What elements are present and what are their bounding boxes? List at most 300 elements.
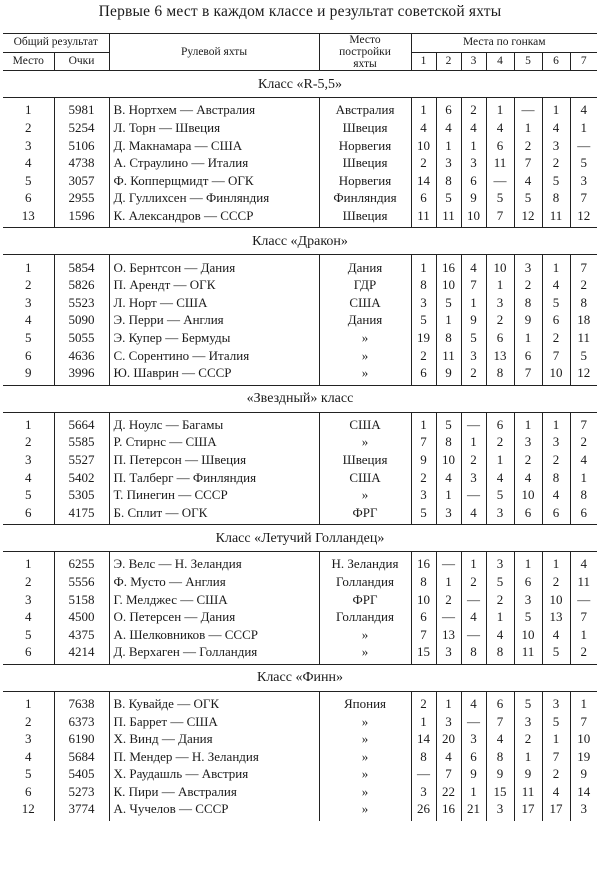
built-place-cell: » (319, 712, 411, 730)
table-row (3, 412, 597, 433)
place-cell: 2 (3, 276, 54, 294)
race-5-cell: 7 (514, 154, 542, 172)
place-cell: 1 (3, 98, 54, 119)
race-4-cell: 3 (486, 800, 514, 821)
helmsman-cell: А. Шелковников — СССР (109, 625, 319, 643)
race-1-header: 1 (411, 52, 436, 71)
race-6-cell: 7 (542, 346, 570, 364)
race-5-cell: 9 (514, 311, 542, 329)
built-place-cell: » (319, 625, 411, 643)
points-cell: 5090 (54, 311, 109, 329)
table-row (3, 346, 597, 364)
points-header: Очки (54, 52, 109, 71)
place-cell: 6 (3, 503, 54, 524)
points-cell: 5527 (54, 451, 109, 469)
race-6-cell: 2 (542, 573, 570, 591)
class-title: Класс «R-5,5» (3, 71, 597, 98)
built-place-cell: США (319, 468, 411, 486)
built-place-cell: Швеция (319, 451, 411, 469)
race-5-cell: 17 (514, 800, 542, 821)
built-place-cell: » (319, 730, 411, 748)
race-4-cell: 1 (486, 608, 514, 626)
built-place-cell: Дания (319, 311, 411, 329)
table-row (3, 311, 597, 329)
race-7-cell: 19 (577, 748, 591, 764)
race-6-cell: 4 (542, 119, 570, 137)
table-row (3, 451, 597, 469)
points-cell: 1596 (54, 207, 109, 228)
race-6-cell: 3 (542, 433, 570, 451)
helmsman-cell: Л. Торн — Швеция (109, 119, 319, 137)
race-2-cell: 10 (436, 451, 461, 469)
race-6-cell: 8 (542, 468, 570, 486)
race-7-cell: 7 (580, 190, 587, 206)
race-1-cell: 5 (411, 311, 436, 329)
race-6-cell: 5 (542, 294, 570, 312)
place-cell: 1 (3, 412, 54, 433)
race-6-header: 6 (542, 52, 570, 71)
race-2-header: 2 (436, 52, 461, 71)
race-4-cell: 6 (486, 412, 514, 433)
race-2-cell: 8 (436, 433, 461, 451)
race-2-cell: 9 (436, 364, 461, 385)
race-5-cell: 1 (514, 412, 542, 433)
built-place-cell: » (319, 765, 411, 783)
place-cell: 3 (3, 451, 54, 469)
helmsman-cell: В. Нортхем — Австралия (109, 98, 319, 119)
race-5-cell: 5 (514, 608, 542, 626)
race-3-cell: 4 (461, 608, 486, 626)
race-6-cell: 1 (542, 255, 570, 276)
race-4-cell: 2 (486, 433, 514, 451)
race-2-cell: 4 (436, 468, 461, 486)
helmsman-cell: П. Баррет — США (109, 712, 319, 730)
race-7-cell: 1 (580, 469, 587, 485)
place-cell: 2 (3, 119, 54, 137)
helmsman-cell: Г. Мелджес — США (109, 590, 319, 608)
built-place-cell: » (319, 783, 411, 801)
race-4-cell: 6 (486, 136, 514, 154)
table-row (3, 189, 597, 207)
race-1-cell: 1 (411, 412, 436, 433)
race-7-cell: 1 (580, 695, 587, 711)
class-title: Класс «Летучий Голландец» (3, 525, 597, 552)
race-6-cell: 2 (542, 451, 570, 469)
points-cell: 2955 (54, 189, 109, 207)
race-4-cell: 4 (486, 625, 514, 643)
race-7-cell: 9 (580, 766, 587, 782)
points-cell: 3774 (54, 800, 109, 821)
race-6-cell: 10 (542, 590, 570, 608)
race-3-cell: 4 (461, 691, 486, 712)
built-place-cell: Н. Зеландия (319, 552, 411, 573)
race-5-cell: 12 (514, 207, 542, 228)
race-3-cell: — (461, 412, 486, 433)
race-3-cell: 21 (461, 800, 486, 821)
race-5-cell: 1 (514, 119, 542, 137)
race-1-cell: 1 (411, 255, 436, 276)
race-3-cell: 7 (461, 276, 486, 294)
helmsman-cell: Д. Верхаген — Голландия (109, 643, 319, 664)
table-row (3, 255, 597, 276)
race-2-cell: 13 (436, 625, 461, 643)
race-1-cell: 2 (411, 346, 436, 364)
place-cell: 5 (3, 172, 54, 190)
race-5-cell: 1 (514, 552, 542, 573)
table-row (3, 643, 597, 664)
points-cell: 3057 (54, 172, 109, 190)
race-4-cell: 15 (486, 783, 514, 801)
place-cell: 4 (3, 747, 54, 765)
race-5-cell: 3 (514, 255, 542, 276)
race-5-cell: 4 (514, 172, 542, 190)
table-row (3, 765, 597, 783)
built-place-cell: » (319, 800, 411, 821)
built-place-cell: Австралия (319, 98, 411, 119)
race-3-cell: — (461, 712, 486, 730)
table-row (3, 590, 597, 608)
race-7-cell: 4 (580, 451, 587, 467)
race-7-cell: 3 (580, 801, 587, 817)
place-cell: 3 (3, 730, 54, 748)
race-3-header: 3 (461, 52, 486, 71)
race-2-cell: 10 (436, 276, 461, 294)
overall-result-header: Общий результат (3, 34, 109, 53)
race-1-cell: 6 (411, 608, 436, 626)
helmsman-cell: А. Страулино — Италия (109, 154, 319, 172)
table-row (3, 364, 597, 385)
place-cell: 4 (3, 154, 54, 172)
race-1-cell: 15 (411, 643, 436, 664)
race-7-cell: 7 (580, 609, 587, 625)
built-place-cell: » (319, 643, 411, 664)
race-4-cell: 5 (486, 189, 514, 207)
place-cell: 4 (3, 608, 54, 626)
race-6-cell: 4 (542, 783, 570, 801)
race-5-cell: 7 (514, 364, 542, 385)
points-cell: 5158 (54, 590, 109, 608)
place-cell: 3 (3, 590, 54, 608)
helmsman-cell: Т. Пинегин — СССР (109, 486, 319, 504)
race-5-cell: 9 (514, 765, 542, 783)
race-7-cell: 5 (580, 347, 587, 363)
class-section-header (3, 525, 597, 552)
race-6-cell: 17 (542, 800, 570, 821)
race-7-cell: 7 (580, 259, 587, 275)
race-2-cell: 5 (436, 412, 461, 433)
race-2-cell: — (436, 552, 461, 573)
race-6-cell: 10 (542, 364, 570, 385)
race-2-cell: 11 (436, 346, 461, 364)
race-4-cell: 1 (486, 451, 514, 469)
place-header: Место (3, 52, 54, 71)
points-cell: 7638 (54, 691, 109, 712)
points-cell: 3996 (54, 364, 109, 385)
race-7-cell: 10 (577, 731, 591, 747)
race-5-header: 5 (514, 52, 542, 71)
race-5-cell: 6 (514, 346, 542, 364)
helmsman-cell: Ю. Шаврин — СССР (109, 364, 319, 385)
race-2-cell: 1 (436, 486, 461, 504)
helmsman-cell: Х. Раудашль — Австрия (109, 765, 319, 783)
race-1-cell: 2 (411, 691, 436, 712)
helmsman-cell: А. Чучелов — СССР (109, 800, 319, 821)
race-6-cell: 2 (542, 154, 570, 172)
place-cell: 1 (3, 552, 54, 573)
place-cell: 5 (3, 625, 54, 643)
race-5-cell: 6 (514, 503, 542, 524)
race-1-cell: 3 (411, 486, 436, 504)
built-place-cell: США (319, 294, 411, 312)
built-place-cell: Дания (319, 255, 411, 276)
points-cell: 4500 (54, 608, 109, 626)
race-3-cell: 6 (461, 747, 486, 765)
race-1-cell: 8 (411, 276, 436, 294)
race-1-cell: 7 (411, 625, 436, 643)
race-1-cell: 2 (411, 154, 436, 172)
points-cell: 4636 (54, 346, 109, 364)
race-4-cell: 6 (486, 329, 514, 347)
built-place-cell: Финляндия (319, 189, 411, 207)
built-place-cell: ФРГ (319, 503, 411, 524)
race-3-cell: 9 (461, 765, 486, 783)
table-row (3, 573, 597, 591)
race-4-cell: 1 (486, 276, 514, 294)
race-1-cell: 5 (411, 503, 436, 524)
race-2-cell: 3 (436, 712, 461, 730)
race-3-cell: 2 (461, 98, 486, 119)
race-4-cell: 6 (486, 691, 514, 712)
built-place-header (319, 34, 411, 71)
race-6-cell: 2 (542, 765, 570, 783)
race-7-cell: — (577, 591, 591, 607)
place-cell: 9 (3, 364, 54, 385)
race-5-cell: 2 (514, 730, 542, 748)
race-3-cell: 4 (461, 119, 486, 137)
race-7-cell: 4 (580, 102, 587, 118)
points-cell: 5523 (54, 294, 109, 312)
table-row (3, 468, 597, 486)
race-7-cell: 5 (580, 155, 587, 171)
built-place-cell: » (319, 747, 411, 765)
race-3-cell: 4 (461, 503, 486, 524)
results-table (3, 33, 597, 821)
helmsman-cell: О. Бернтсон — Дания (109, 255, 319, 276)
race-2-cell: 3 (436, 503, 461, 524)
race-3-cell: — (461, 590, 486, 608)
race-2-cell: 1 (436, 311, 461, 329)
points-cell: 4738 (54, 154, 109, 172)
race-1-cell: 1 (411, 98, 436, 119)
race-6-cell: 8 (542, 189, 570, 207)
place-cell: 5 (3, 765, 54, 783)
race-6-cell: 3 (542, 691, 570, 712)
race-3-cell: 3 (461, 468, 486, 486)
helmsman-cell: Д. Гуллихсен — Финляндия (109, 189, 319, 207)
race-3-cell: 9 (461, 189, 486, 207)
points-cell: 5106 (54, 136, 109, 154)
table-row (3, 608, 597, 626)
race-5-cell: 2 (514, 451, 542, 469)
race-3-cell: 2 (461, 573, 486, 591)
race-2-cell: 22 (436, 783, 461, 801)
race-1-cell: 3 (411, 294, 436, 312)
place-cell: 1 (3, 691, 54, 712)
race-3-cell: 3 (461, 154, 486, 172)
race-2-cell: 8 (436, 329, 461, 347)
race-2-cell: 1 (436, 136, 461, 154)
race-3-cell: 1 (461, 294, 486, 312)
race-2-cell: 5 (436, 294, 461, 312)
race-7-cell: 7 (580, 416, 587, 432)
helmsman-cell: К. Александров — СССР (109, 207, 319, 228)
race-3-cell: 1 (461, 433, 486, 451)
race-4-cell: 2 (486, 311, 514, 329)
points-cell: 5556 (54, 573, 109, 591)
race-7-cell: 8 (580, 487, 587, 503)
race-4-cell: 3 (486, 294, 514, 312)
place-cell: 12 (3, 800, 54, 821)
race-6-cell: 6 (542, 503, 570, 524)
table-row (3, 691, 597, 712)
race-4-cell: 1 (486, 98, 514, 119)
race-5-cell: 6 (514, 573, 542, 591)
class-title: «Звездный» класс (3, 385, 597, 412)
table-row (3, 207, 597, 228)
race-4-cell: 7 (486, 712, 514, 730)
points-cell: 4375 (54, 625, 109, 643)
race-7-cell: 7 (580, 713, 587, 729)
table-row (3, 294, 597, 312)
built-place-cell: » (319, 329, 411, 347)
race-1-cell: 6 (411, 189, 436, 207)
points-cell: 5664 (54, 412, 109, 433)
place-cell: 6 (3, 783, 54, 801)
race-3-cell: 3 (461, 346, 486, 364)
race-5-cell: 3 (514, 712, 542, 730)
race-1-cell: 3 (411, 783, 436, 801)
results-body (3, 71, 597, 821)
table-row (3, 154, 597, 172)
place-cell: 6 (3, 346, 54, 364)
race-6-cell: 5 (542, 172, 570, 190)
table-row (3, 486, 597, 504)
race-6-cell: 1 (542, 412, 570, 433)
points-cell: 4175 (54, 503, 109, 524)
race-7-cell: 2 (580, 644, 587, 660)
race-7-cell: 2 (580, 434, 587, 450)
class-section-header (3, 228, 597, 255)
race-4-cell: 4 (486, 730, 514, 748)
points-cell: 5826 (54, 276, 109, 294)
race-4-cell: 5 (486, 486, 514, 504)
race-1-cell: 7 (411, 433, 436, 451)
points-cell: 6373 (54, 712, 109, 730)
table-row (3, 625, 597, 643)
helmsman-cell: Д. Макнамара — США (109, 136, 319, 154)
race-7-cell: — (577, 137, 591, 153)
race-5-cell: 11 (514, 783, 542, 801)
race-6-cell: 1 (542, 552, 570, 573)
built-place-cell: США (319, 412, 411, 433)
race-1-cell: 10 (411, 590, 436, 608)
race-5-cell: 10 (514, 625, 542, 643)
place-cell: 2 (3, 712, 54, 730)
helmsman-cell: К. Пири — Австралия (109, 783, 319, 801)
race-3-cell: 1 (461, 552, 486, 573)
race-2-cell: 1 (436, 573, 461, 591)
race-7-cell: 6 (580, 504, 587, 520)
race-5-cell: 5 (514, 691, 542, 712)
race-3-cell: 8 (461, 643, 486, 664)
built-place-cell: ГДР (319, 276, 411, 294)
race-1-cell: — (411, 765, 436, 783)
points-cell: 5684 (54, 747, 109, 765)
built-place-cell: Швеция (319, 154, 411, 172)
race-1-cell: 14 (411, 172, 436, 190)
built-place-cell: ФРГ (319, 590, 411, 608)
race-2-cell: 1 (436, 691, 461, 712)
race-6-cell: 1 (542, 98, 570, 119)
race-7-cell: 1 (580, 120, 587, 136)
race-6-cell: 7 (542, 747, 570, 765)
race-1-cell: 2 (411, 468, 436, 486)
class-section-header (3, 71, 597, 98)
place-cell: 6 (3, 189, 54, 207)
race-3-cell: 3 (461, 730, 486, 748)
built-place-cell: » (319, 486, 411, 504)
race-6-cell: 4 (542, 625, 570, 643)
points-cell: 5273 (54, 783, 109, 801)
race-4-cell: 5 (486, 573, 514, 591)
table-row (3, 276, 597, 294)
race-5-cell: 8 (514, 294, 542, 312)
points-cell: 5854 (54, 255, 109, 276)
race-5-cell: 11 (514, 643, 542, 664)
race-2-cell: 20 (436, 730, 461, 748)
race-5-cell: 4 (514, 468, 542, 486)
helmsman-cell: Э. Перри — Англия (109, 311, 319, 329)
points-cell: 4214 (54, 643, 109, 664)
race-7-cell: 11 (577, 573, 591, 589)
table-row (3, 433, 597, 451)
race-4-cell: 3 (486, 552, 514, 573)
race-3-cell: 1 (461, 783, 486, 801)
helmsman-cell: Р. Стирнс — США (109, 433, 319, 451)
built-place-cell: Норвегия (319, 136, 411, 154)
class-section-header (3, 664, 597, 691)
race-4-cell: 10 (486, 255, 514, 276)
place-cell: 4 (3, 468, 54, 486)
race-3-cell: 6 (461, 172, 486, 190)
points-cell: 5402 (54, 468, 109, 486)
race-2-cell: 6 (436, 98, 461, 119)
race-1-cell: 8 (411, 573, 436, 591)
race-7-cell: 12 (577, 208, 591, 224)
race-1-cell: 26 (411, 800, 436, 821)
points-cell: 5981 (54, 98, 109, 119)
race-7-cell: 3 (580, 172, 587, 188)
race-4-cell: 3 (486, 503, 514, 524)
race-1-cell: 19 (411, 329, 436, 347)
race-1-cell: 11 (411, 207, 436, 228)
race-6-cell: 2 (542, 329, 570, 347)
points-cell: 5055 (54, 329, 109, 347)
race-7-cell: 18 (577, 312, 591, 328)
built-place-cell: Япония (319, 691, 411, 712)
table-row (3, 503, 597, 524)
helmsman-cell: Э. Купер — Бермуды (109, 329, 319, 347)
